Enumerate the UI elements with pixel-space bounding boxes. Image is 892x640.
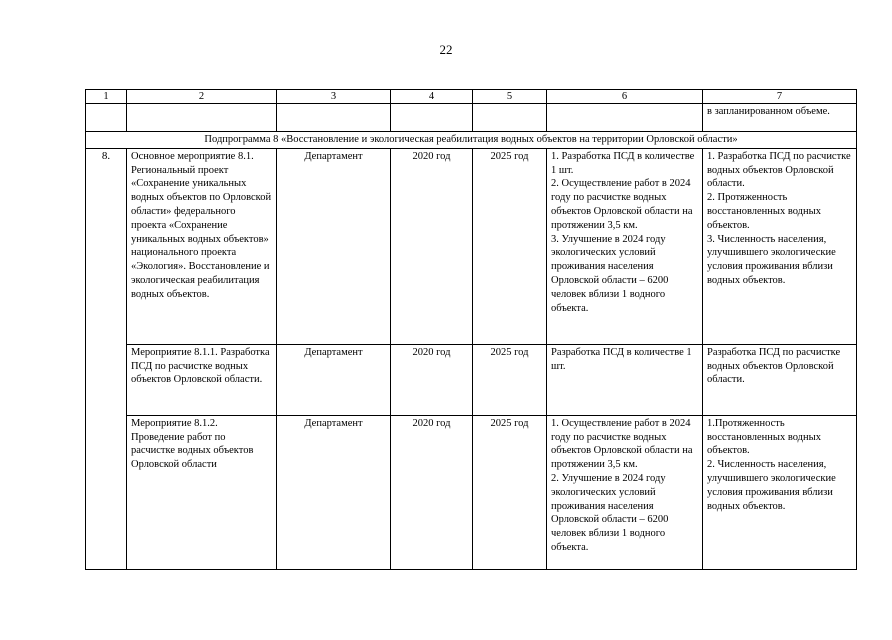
executor: Департамент [277, 344, 391, 415]
expected-results [547, 344, 703, 415]
table-cell [127, 104, 277, 132]
measure-name: Основное мероприятие 8.1. Региональный проект «Сохранение уникальных водных объектов по Орловской области» федерального проекта «Сохранение уникальных водных объектов» национального проекта «Экология». Восстановление и экологическая реабилитация водных объектов. [127, 148, 277, 344]
indicator-item: 1.Протяженность восстановленных водных объектов. [707, 417, 821, 457]
measure-name: Мероприятие 8.1.1. Разработка ПСД по расчистке водных объектов Орловской области. [127, 344, 277, 415]
measure-name: Мероприятие 8.1.2. Проведение работ по расчистке водных объектов Орловской области [127, 415, 277, 569]
table-row [86, 415, 857, 569]
plan-table [85, 89, 857, 570]
indicator-item: 2. Протяженность восстановленных водных объектов. [707, 192, 821, 231]
row-number: 8. [86, 148, 127, 569]
continuation-indicator: в запланированном объеме. [703, 104, 857, 132]
table-cell [473, 104, 547, 132]
subprogram-title: Подпрограмма 8 «Восстановление и экологическая реабилитация водных объектов на территории Орловской области» [86, 132, 857, 149]
column-number: 2 [127, 90, 277, 104]
continuation-row [86, 104, 857, 132]
expected-results [547, 148, 703, 344]
result-item: 1. Осуществление работ в 2024 году по расчистке водных объектов Орловской области на протяжении 3,5 км. [551, 417, 693, 471]
indicator-item: 1. Разработка ПСД по расчистке водных объектов Орловской области. [707, 150, 851, 190]
column-number: 7 [703, 90, 857, 104]
start-year: 2020 год [391, 344, 473, 415]
column-number-row [86, 90, 857, 104]
result-item: Разработка ПСД в количестве 1 шт. [551, 346, 692, 372]
column-number: 1 [86, 90, 127, 104]
result-item: 2. Осуществление работ в 2024 году по расчистке водных объектов Орловской области на протяжении 3,5 км. [551, 178, 693, 231]
indicator-item: Разработка ПСД по расчистке водных объектов Орловской области. [707, 346, 841, 386]
indicators [703, 415, 857, 569]
result-item: 1. Разработка ПСД в количестве 1 шт. [551, 150, 695, 176]
table-cell [277, 104, 391, 132]
indicators [703, 344, 857, 415]
start-year: 2020 год [391, 148, 473, 344]
start-year: 2020 год [391, 415, 473, 569]
end-year: 2025 год [473, 148, 547, 344]
indicators [703, 148, 857, 344]
subprogram-row [86, 132, 857, 149]
executor: Департамент [277, 415, 391, 569]
indicator-item: 2. Численность населения, улучшившего экологические условия проживания вблизи водных объектов. [707, 459, 836, 512]
table-row [86, 344, 857, 415]
column-number: 3 [277, 90, 391, 104]
end-year: 2025 год [473, 344, 547, 415]
result-item: 2. Улучшение в 2024 году экологических условий проживания населения Орловской области – 6200 человек вблизи 1 водного объекта. [551, 472, 669, 553]
table-row [86, 148, 857, 344]
column-number: 4 [391, 90, 473, 104]
column-number: 6 [547, 90, 703, 104]
expected-results [547, 415, 703, 569]
table-cell [391, 104, 473, 132]
result-item: 3. Улучшение в 2024 году экологических условий проживания населения Орловской области – 6200 человек вблизи 1 водного объекта. [551, 233, 669, 314]
end-year: 2025 год [473, 415, 547, 569]
column-number: 5 [473, 90, 547, 104]
executor: Департамент [277, 148, 391, 344]
table-cell [86, 104, 127, 132]
indicator-item: 3. Численность населения, улучшившего экологические условия проживания вблизи водных объектов. [707, 233, 836, 286]
table-cell [547, 104, 703, 132]
page-number: 22 [439, 42, 453, 57]
